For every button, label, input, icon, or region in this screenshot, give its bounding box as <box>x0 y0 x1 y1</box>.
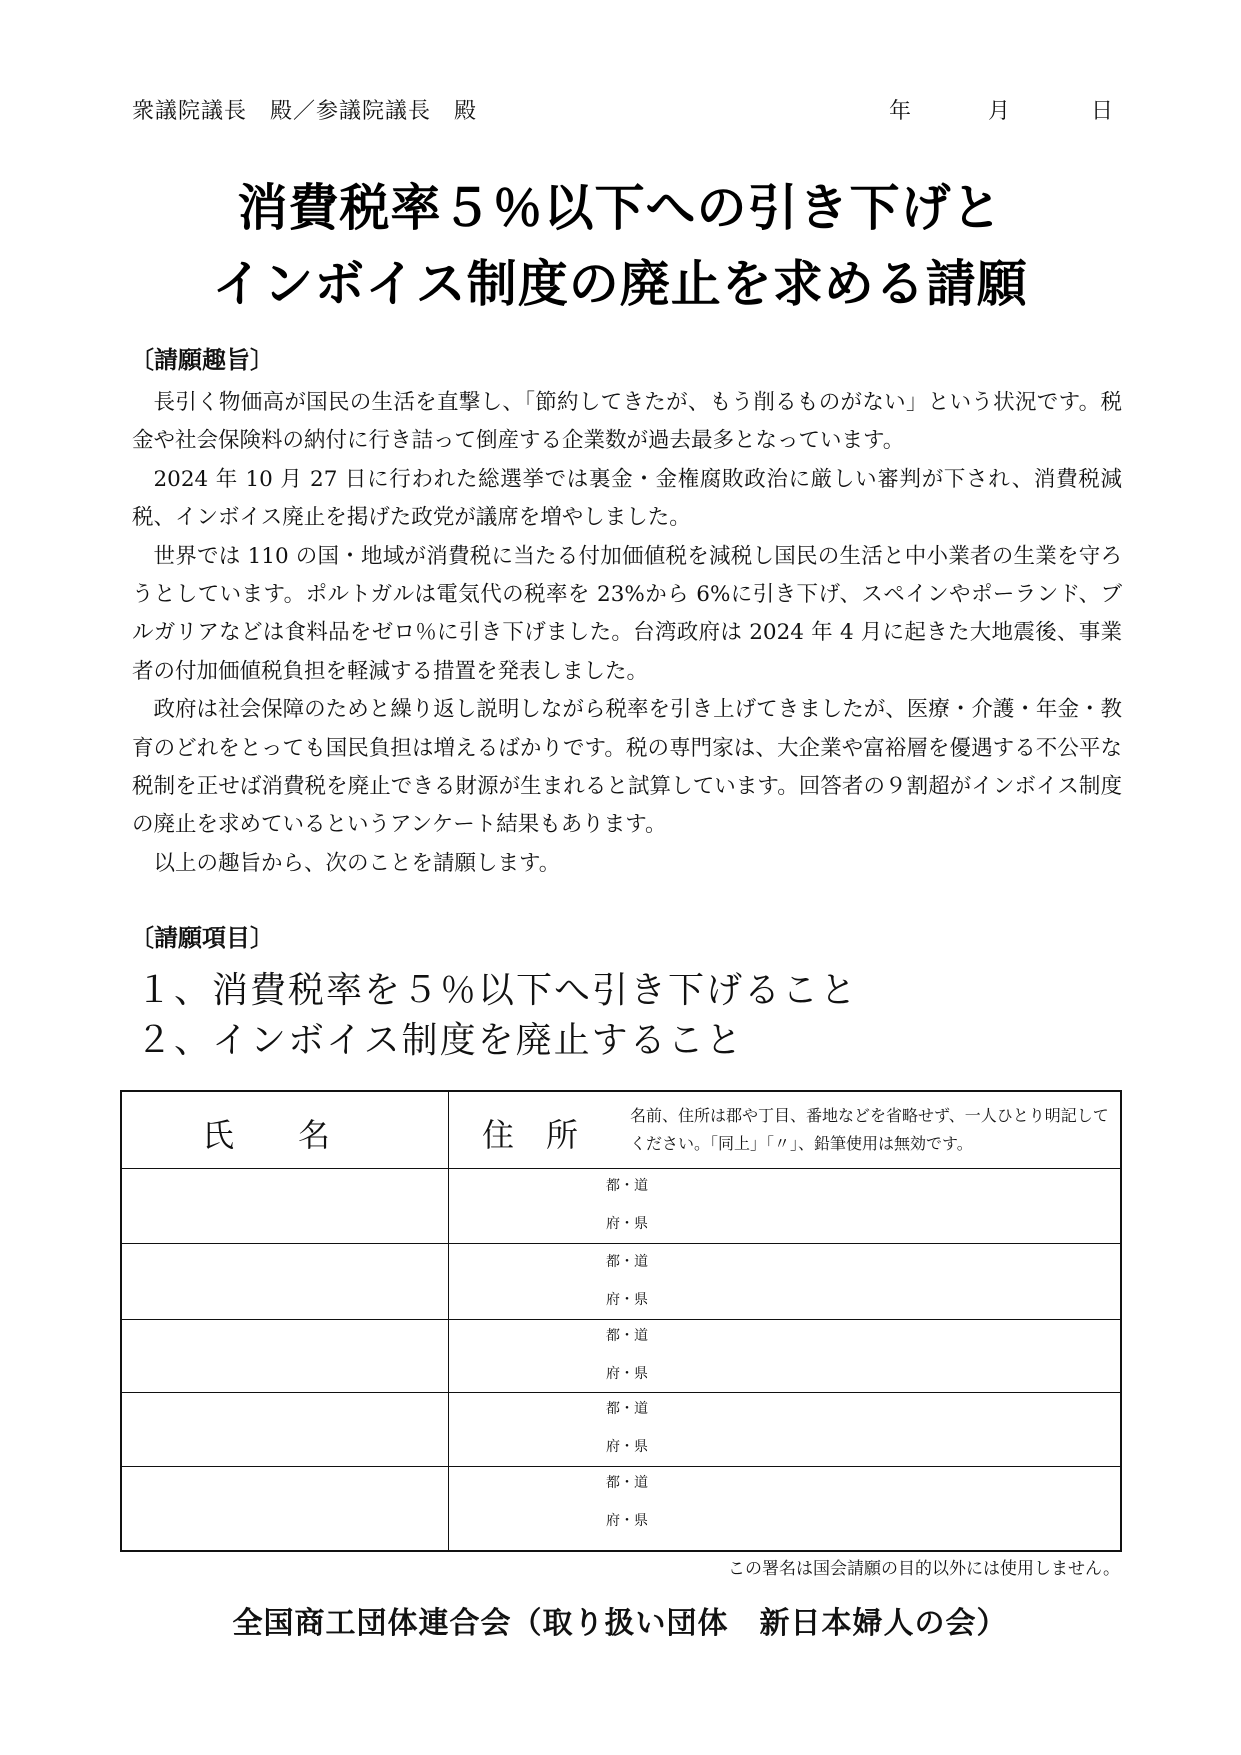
purpose-body <box>132 384 1122 883</box>
purpose-paragraph: 政府は社会保障のためと繰り返し説明しながら税率を引き上げてきましたが、医療・介護・年金・教育のどれをとっても国民負担は増えるばかりです。税の専門家は、大企業や富裕層を優遇する不公平な税制を正せば消費税を廃止できる財源が生まれると試算しています。回答者の９割超がインボイス制度の廃止を求めているというアンケート結果もあります。 <box>132 697 1122 838</box>
prefecture-label: 都・道 <box>606 1178 648 1194</box>
date-day: 日 <box>1091 99 1114 124</box>
prefecture-label: 都・道 <box>606 1475 648 1491</box>
items-heading: 〔請願項目〕 <box>130 923 274 952</box>
petition-item-2: ２、インボイス制度を廃止すること <box>136 1020 744 1061</box>
signature-row[interactable] <box>122 1168 1120 1244</box>
signature-table <box>120 1090 1122 1552</box>
signature-row[interactable] <box>122 1393 1120 1467</box>
signature-row[interactable] <box>122 1244 1120 1320</box>
name-column-header: 氏 名 <box>202 1116 331 1154</box>
organization: 全国商工団体連合会（取り扱い団体 新日本婦人の会） <box>232 1606 1008 1641</box>
signature-row[interactable] <box>122 1467 1120 1552</box>
prefecture-label: 府・県 <box>606 1513 648 1529</box>
date-month: 月 <box>988 99 1011 124</box>
date-year: 年 <box>889 99 912 124</box>
prefecture-label: 都・道 <box>606 1328 648 1344</box>
purpose-paragraph: 2024 年 10 月 27 日に行われた総選挙では裏金・金権腐敗政治に厳しい審判が下され、消費税減税、インボイス廃止を掲げた政党が議席を増やしました。 <box>132 466 1122 531</box>
prefecture-label: 都・道 <box>606 1254 648 1270</box>
title-line-2: インボイス制度の廃止を求める請願 <box>212 255 1028 313</box>
purpose-paragraph: 長引く物価高が国民の生活を直撃し、「節約してきたが、もう削るものがない」という状況です。税金や社会保険料の納付に行き詰って倒産する企業数が過去最多となっています。 <box>132 390 1122 454</box>
purpose-paragraph: 世界では 110 の国・地域が消費税に当たる付加価値税を減税し国民の生活と中小業者の生業を守ろうとしています。ポルトガルは電気代の税率を 23%から 6%に引き下げ、スペインやポーランド、ブルガリアなどは食料品をゼロ％に引き下げました。台湾政府は 2024 年 4 月に起きた大地震後、事業者の付加価値税負担を軽減する措置を発表しました。 <box>132 543 1122 684</box>
prefecture-label: 府・県 <box>606 1292 648 1308</box>
prefecture-label: 府・県 <box>606 1366 648 1382</box>
purpose-heading: 〔請願趣旨〕 <box>130 345 274 374</box>
purpose-paragraph: 以上の趣旨から、次のことを請願します。 <box>153 850 561 876</box>
signature-row[interactable] <box>122 1320 1120 1393</box>
prefecture-label: 府・県 <box>606 1216 648 1232</box>
addressee: 衆議院議長 殿／参議院議長 殿 <box>132 99 478 124</box>
prefecture-label: 都・道 <box>606 1401 648 1417</box>
prefecture-label: 府・県 <box>606 1439 648 1455</box>
entry-instructions: 名前、住所は郡や丁目、番地などを省略せず、一人ひとり明記してください。「同上」「〃」、鉛筆使用は無効です。 <box>630 1106 1109 1153</box>
address-column-header: 住 所 <box>482 1116 579 1154</box>
title-line-1: 消費税率５％以下への引き下げと <box>237 179 1003 237</box>
signature-table-header <box>122 1092 1120 1169</box>
petition-item-1: １、消費税率を５％以下へ引き下げること <box>136 970 859 1011</box>
usage-footnote: この署名は国会請願の目的以外には使用しません。 <box>727 1559 1120 1579</box>
